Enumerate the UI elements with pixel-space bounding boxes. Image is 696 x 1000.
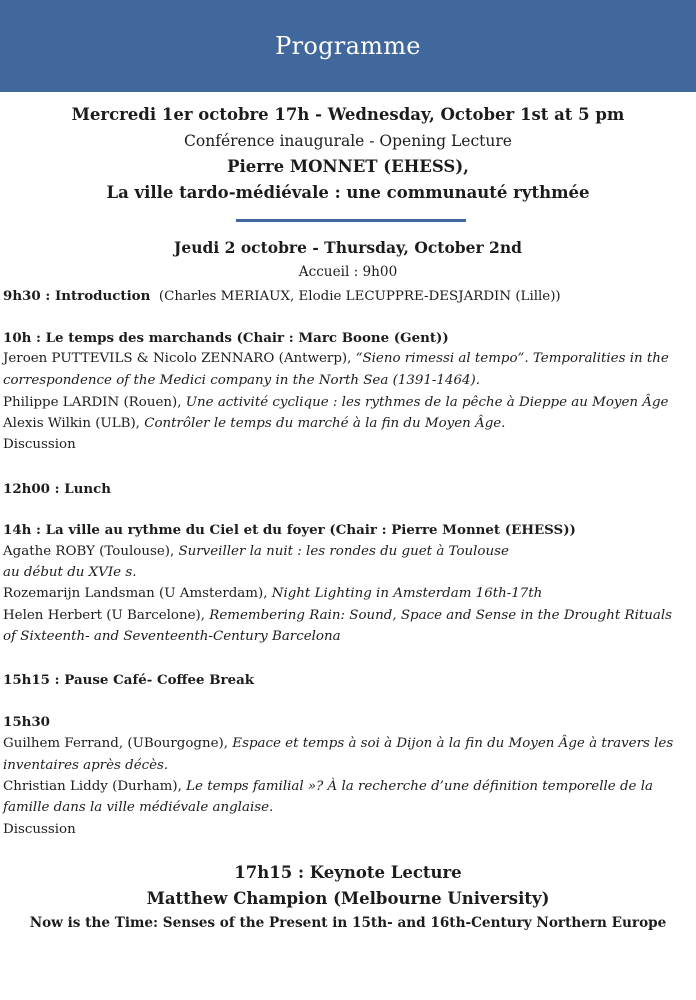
intro-row (3, 286, 693, 307)
talk-speaker: Agathe ROBY (Toulouse), (3, 544, 179, 559)
talk-title: Le temps familial »? À la recherche d’une définition temporelle de la (186, 779, 653, 794)
list-item (3, 606, 693, 626)
list-item (3, 393, 693, 413)
day2-welcome: Accueil : 9h00 (298, 264, 398, 280)
list-item (3, 371, 693, 391)
talk-title: “Sieno rimessi al tempo”. Temporalities in the (355, 351, 669, 366)
day1-type: Conférence inaugurale - Opening Lecture (184, 132, 512, 150)
talk-speaker: Rozemarijn Landsman (U Amsterdam), (3, 586, 272, 601)
talk-title: Une activité cyclique : les rythmes de la pêche à Dieppe au Moyen Âge (185, 395, 669, 410)
session1-discussion: Discussion (3, 437, 76, 452)
list-item (3, 756, 693, 776)
talk-speaker: Helen Herbert (U Barcelone), (3, 608, 210, 623)
session2-heading: 14h : La ville au rythme du Ciel et du foyer (Chair : Pierre Monnet (EHESS)) (3, 522, 576, 538)
keynote-time: 17h15 : Keynote Lecture (234, 863, 462, 882)
day2-date: Jeudi 2 octobre - Thursday, October 2nd (174, 238, 522, 257)
lunch-row: 12h00 : Lunch (3, 481, 112, 497)
day1-date: Mercredi 1er octobre 17h - Wednesday, October 1st at 5 pm (71, 105, 625, 124)
keynote-title: Now is the Time: Senses of the Present in 15th- and 16th-Century Northern Europe (29, 915, 667, 931)
talk-title: Surveiller la nuit : les rondes du guet à Toulouse (178, 544, 509, 559)
day1-talk-title: La ville tardo-médiévale : une communauté rythmée (106, 183, 590, 202)
talk-speaker: Guilhem Ferrand, (UBourgogne), (3, 736, 233, 751)
talk-title: Contrôler le temps du marché à la fin du Moyen Âge. (144, 416, 506, 431)
talk-speaker: Philippe LARDIN (Rouen), (3, 395, 186, 410)
day1-speaker: Pierre MONNET (EHESS), (227, 157, 469, 176)
talk-title: inventaires après décès. (3, 758, 169, 773)
talk-title: au début du XVIe s. (3, 565, 137, 580)
session3-heading: 15h30 (3, 714, 51, 730)
list-item (3, 414, 693, 434)
list-item (3, 563, 693, 583)
talk-speaker: Jeroen PUTTEVILS & Nicolo ZENNARO (Antwerp), (3, 351, 356, 366)
list-item (3, 798, 693, 818)
talk-title: Night Lighting in Amsterdam 16th-17th (271, 586, 543, 601)
talk-title: Remembering Rain: Sound, Space and Sense in the Drought Rituals (209, 608, 672, 623)
section-divider (236, 219, 466, 222)
talk-title: Espace et temps à soi à Dijon à la fin du Moyen Âge à travers les (232, 736, 674, 751)
coffee-row: 15h15 : Pause Café- Coffee Break (3, 672, 255, 688)
programme-title: Programme (275, 32, 421, 60)
list-item (3, 627, 693, 647)
talk-title: famille dans la ville médiévale anglaise. (3, 800, 274, 815)
talk-title: of Sixteenth- and Seventeenth-Century Barcelona (3, 629, 341, 644)
intro-label: 9h30 : Introduction (3, 288, 151, 304)
list-item (3, 542, 693, 562)
session3-discussion: Discussion (3, 822, 76, 837)
intro-speakers: (Charles MERIAUX, Elodie LECUPPRE-DESJARDIN (Lille)) (158, 289, 561, 304)
talk-speaker: Alexis Wilkin (ULB), (3, 416, 145, 431)
session1-heading: 10h : Le temps des marchands (Chair : Marc Boone (Gent)) (3, 330, 449, 346)
list-item (3, 584, 693, 604)
keynote-speaker: Matthew Champion (Melbourne University) (146, 889, 550, 908)
list-item (3, 777, 693, 797)
talk-title: correspondence of the Medici company in the North Sea (1391-1464). (3, 373, 480, 388)
programme-banner (0, 0, 696, 92)
talk-speaker: Christian Liddy (Durham), (3, 779, 187, 794)
list-item (3, 734, 693, 754)
list-item (3, 349, 693, 369)
